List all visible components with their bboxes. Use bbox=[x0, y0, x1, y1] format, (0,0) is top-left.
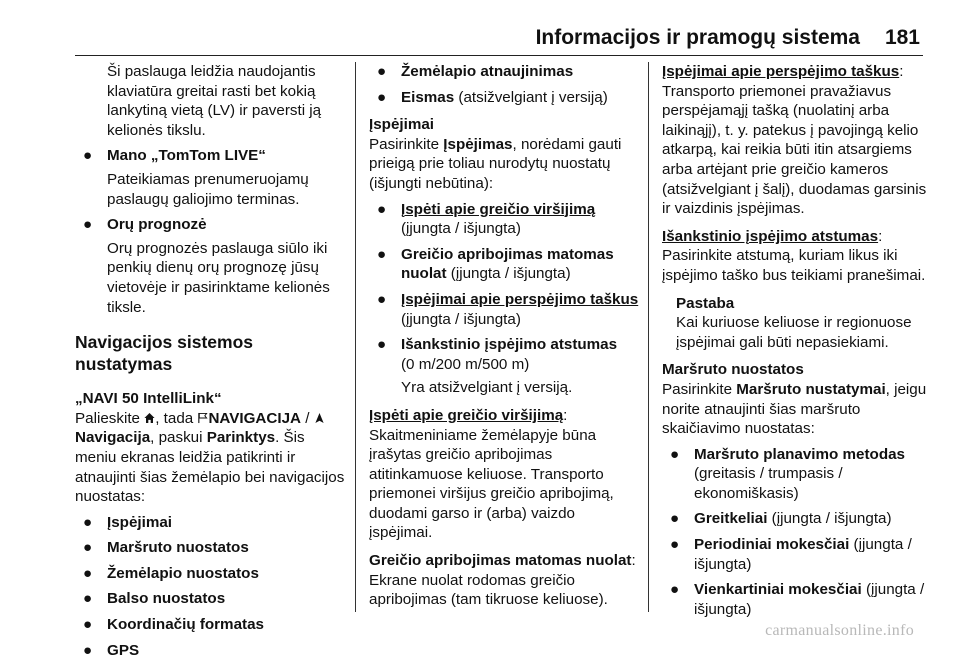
menu-item-label: Žemėlapio nuostatos bbox=[107, 564, 259, 582]
column-2 bbox=[369, 62, 639, 610]
list-item bbox=[75, 564, 345, 584]
list-item bbox=[75, 215, 345, 235]
list-item: ● Greitkeliai (įjungta / išjungta) bbox=[670, 510, 892, 528]
column-3 bbox=[662, 62, 930, 619]
menu-item-label: Įspėjimai bbox=[107, 513, 172, 531]
list-item bbox=[75, 641, 345, 660]
speeding-paragraph: Įspėti apie greičio viršijimą: Skaitmeniniame žemėlapyje būna įrašytas greičio apribojimas atitinkamuose keliuose. Transporto priemonei viršijus greičio apribojimą, duodami garso ir (arba) vaizdo įspėjimai. bbox=[369, 406, 614, 542]
version-note: Yra atsižvelgiant į versiją. bbox=[401, 379, 573, 397]
page-number: 181 bbox=[884, 26, 920, 49]
route-settings-title: Maršruto nuostatos bbox=[662, 361, 804, 379]
navi-paragraph: Palieskite , tada NAVIGACIJA / Navigacija, paskui Parinktys. Šis meniu ekranas leidžia patikrinti ir atnaujinti šias žemėlapio bei navigacijos nuostatas: bbox=[75, 409, 345, 506]
watermark: carmanualsonline.info bbox=[765, 622, 914, 639]
menu-item-label: Maršruto nuostatos bbox=[107, 539, 249, 557]
bullet-icon: ● bbox=[670, 536, 680, 554]
menu-item-label: Koordinačių formatas bbox=[107, 616, 264, 634]
list-item bbox=[75, 589, 345, 609]
column-divider-1 bbox=[355, 62, 356, 612]
bullet-icon: ● bbox=[83, 513, 93, 531]
speed-limit-paragraph: Greičio apribojimas matomas nuolat: Ekrane nuolat rodomas greičio apribojimas (tam tikruose keliuose). bbox=[369, 552, 636, 609]
note-box bbox=[662, 294, 930, 353]
list-item: ● Žemėlapio atnaujinimas bbox=[377, 63, 574, 80]
navi-title: „NAVI 50 IntelliLink“ bbox=[75, 390, 222, 408]
bullet-icon: ● bbox=[83, 564, 93, 582]
car-icon bbox=[314, 412, 325, 424]
list-item: ● Įspėjimai apie perspėjimo taškus (įjungta / išjungta) bbox=[377, 290, 639, 328]
flag-icon bbox=[197, 412, 208, 424]
bullet-icon: ● bbox=[83, 539, 93, 557]
weather-text: Orų prognozės paslauga siūlo iki penkių dienų orų prognozę jūsų vietovėje ir pasirinktame kelionės tikslе. bbox=[107, 239, 330, 316]
list-item: ● Įspėti apie greičio viršijimą (įjungta / išjungta) bbox=[377, 200, 596, 238]
note-text: Kai kuriuose keliuose ir regionuose įspėjimai gali būti nepasiekiami. bbox=[676, 314, 912, 351]
list-item: ● Greičio apribojimas matomas nuolat (įjungta / išjungta) bbox=[377, 245, 614, 283]
page-title: Informacijos ir pramogų sistema bbox=[535, 26, 860, 49]
section-heading: Navigacijos sistemos nustatymas bbox=[75, 332, 253, 375]
list-item: ● Maršruto planavimo metodas (greitasis / trumpasis / ekonomiškasis) bbox=[670, 445, 905, 502]
bullet-icon: ● bbox=[670, 445, 680, 463]
bullet-icon: ● bbox=[83, 590, 93, 608]
bullet-icon: ● bbox=[83, 616, 93, 634]
weather-title: Orų prognozė bbox=[107, 216, 207, 234]
bullet-icon: ● bbox=[377, 245, 387, 263]
list-item: ● Eismas (atsižvelgiant į versiją) bbox=[377, 88, 608, 106]
list-item: ● Periodiniai mokesčiai (įjungta / išjungta) bbox=[670, 536, 912, 573]
tomtom-title: Mano „TomTom LIVE“ bbox=[107, 147, 266, 165]
list-item bbox=[75, 146, 345, 166]
bullet-icon: ● bbox=[377, 88, 387, 106]
intro-text: Ši paslauga leidžia naudojantis klaviatūra greitai rasti bet kokią lankytiną vietą (LV) ir paversti ją kelionės tikslu. bbox=[107, 63, 322, 139]
bullet-icon: ● bbox=[377, 63, 387, 80]
bullet-icon: ● bbox=[377, 200, 387, 218]
warning-points-paragraph: Įspėjimai apie perspėjimo taškus: Transporto priemonei pravažiavus perspėjamąjį tašką (nuolatinį arba laikinąjį), t. y. patekus į pavojingą kelio atkarpą, kai reikia būti itin atsargiems arba artėjant prie greičio kameros (atsižvelgiant į šalį), duodamas garsinis ir vaizdinis įspėjimas. bbox=[662, 63, 927, 218]
warnings-title: Įspėjimai bbox=[369, 116, 434, 134]
bullet-icon: ● bbox=[377, 336, 387, 354]
page-header bbox=[0, 0, 960, 56]
list-item: ● Vienkartiniai mokesčiai (įjungta / išjungta) bbox=[670, 581, 925, 618]
bullet-icon: ● bbox=[83, 641, 93, 659]
bullet-icon: ● bbox=[83, 216, 93, 234]
settings-menu-list bbox=[75, 513, 345, 660]
list-item bbox=[75, 615, 345, 635]
advance-warning-paragraph: Išankstinio įspėjimo atstumas: Pasirinkite atstumą, kuriam likus iki įspėjimo taško bus teikiami pranešimai. bbox=[662, 227, 926, 284]
note-title: Pastaba bbox=[676, 294, 735, 312]
tomtom-text: Pateikiamas prenumeruojamų paslaugų galiojimo terminas. bbox=[107, 170, 309, 208]
header-divider bbox=[75, 55, 923, 56]
list-item bbox=[75, 513, 345, 533]
warnings-paragraph: Pasirinkite Įspėjimas, norėdami gauti prieigą prie toliau nurodytų nuostatų (išjungti nebūtina): bbox=[369, 135, 622, 192]
bullet-icon: ● bbox=[670, 581, 680, 599]
bullet-icon: ● bbox=[83, 147, 93, 165]
column-divider-2 bbox=[648, 62, 649, 612]
list-item: ● Išankstinio įspėjimo atstumas (0 m/200 m/500 m) bbox=[377, 336, 618, 373]
bullet-icon: ● bbox=[670, 510, 680, 528]
route-settings-paragraph: Pasirinkite Maršruto nustatymai, jeigu norite atnaujinti šias maršruto skaičiavimo nuostatas: bbox=[662, 380, 927, 438]
list-item bbox=[75, 538, 345, 558]
column-1 bbox=[75, 62, 345, 660]
home-icon bbox=[144, 412, 155, 424]
bullet-icon: ● bbox=[377, 290, 387, 308]
menu-item-label: GPS bbox=[107, 641, 140, 659]
menu-item-label: Balso nuostatos bbox=[107, 590, 226, 608]
